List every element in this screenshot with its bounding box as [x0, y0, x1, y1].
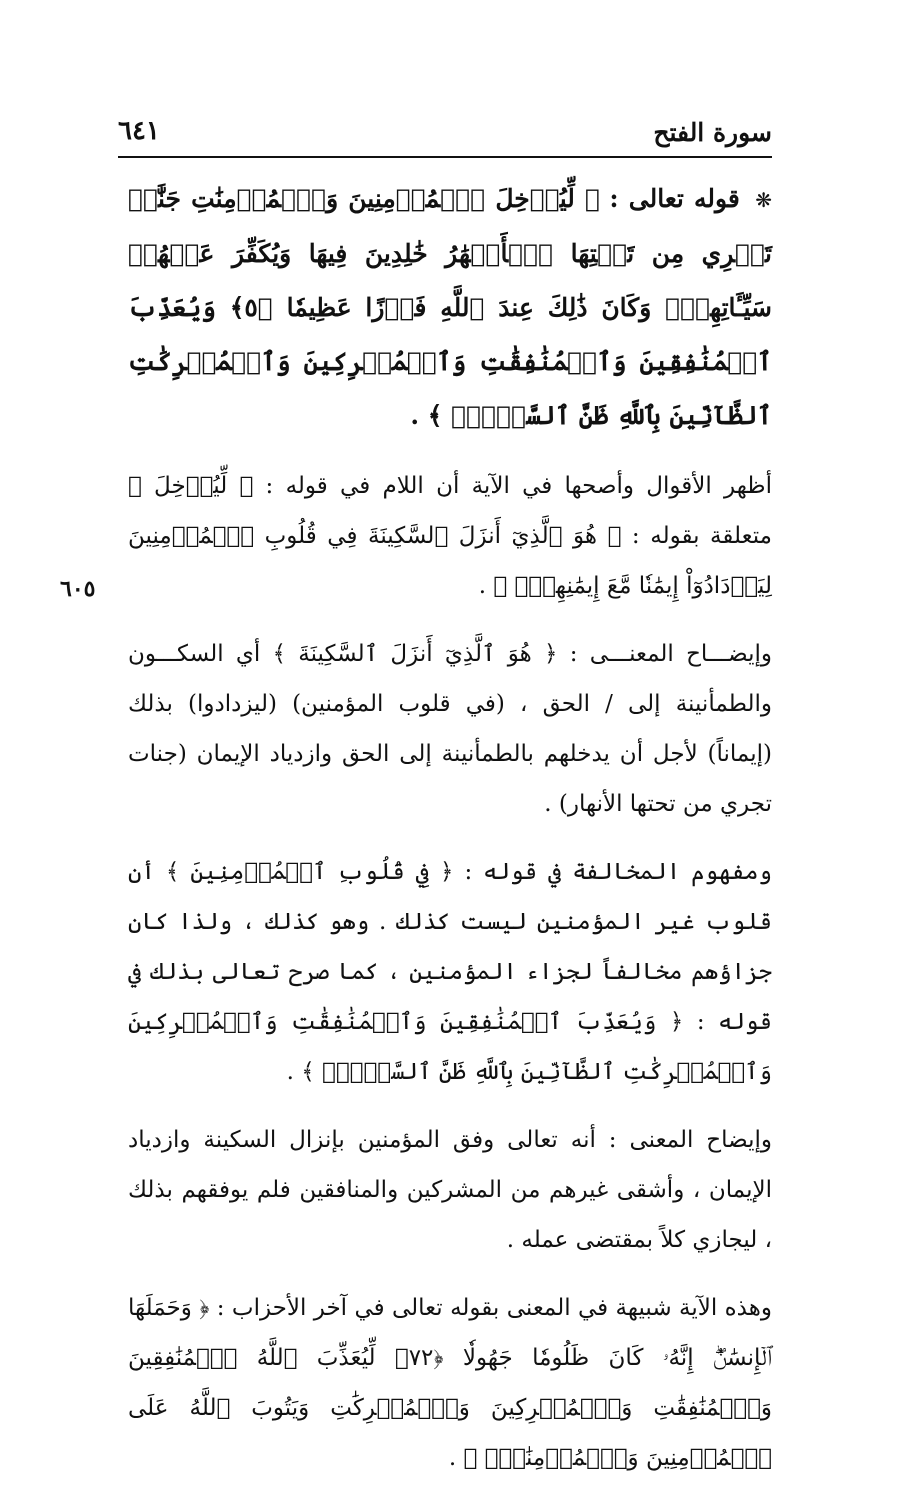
margin-reference-number: ٦٠٥ [60, 576, 96, 602]
paragraph-verse-intro [128, 172, 772, 443]
page-number: ٦٤١ [118, 116, 160, 146]
paragraph: وإيضـــاح المعنـــى : ﴿ هُوَ ٱلَّذِيٓ أَنزَلَ ٱلسَّكِينَةَ ﴾ أي السكـــون والطمأنينة إلى / الحق ، (في قلوب المؤمنين) (ليزدادوا) بذلك (إيماناً) لأجل أن يدخلهم بالطمأنينة إلى الحق وازدياد الإيمان (جنات تجري من تحتها الأنهار) . [128, 641, 772, 817]
quran-verse: ﴿ لِّيُدۡخِلَ ٱلۡمُؤۡمِنِينَ وَٱلۡمُؤۡمِنَٰتِ جَنَّٰتٖ تَجۡرِي مِن تَحۡتِهَا ٱلۡأَنۡهَٰرُ خَٰلِدِينَ فِيهَا وَيُكَفِّرَ عَنۡهُمۡ سَيِّـَٔاتِهِمۡۚ وَكَانَ ذَٰلِكَ عِندَ ٱللَّهِ فَوۡزًا عَظِيمٗا ﴿٥﴾ وَيُعَذِّبَ ٱلۡمُنَٰفِقِينَ وَٱلۡمُنَٰفِقَٰتِ وَٱلۡمُشۡرِكِينَ وَٱلۡمُشۡرِكَٰتِ ٱلظَّآنِّينَ بِٱللَّهِ ظَنَّ ٱلسَّوۡءِۚ ﴾ . [128, 184, 772, 430]
paragraph: أظهر الأقوال وأصحها في الآية أن اللام في قوله : ﴿ لِّيُدۡخِلَ ﴾ متعلقة بقوله : ﴿ هُوَ ٱلَّذِيٓ أَنزَلَ ٱلسَّكِينَةَ فِي قُلُوبِ ٱلۡمُؤۡمِنِينَ لِيَزۡدَادُوٓاْ إِيمَٰنٗا مَّعَ إِيمَٰنِهِمۡۗ ﴾ . [128, 473, 772, 599]
page-body [128, 172, 772, 1501]
paragraph: وهذه الآية شبيهة في المعنى بقوله تعالى في آخر الأحزاب : ﴿ وَحَمَلَهَا ٱلۡإِنسَٰنُۖ إِنَّهُۥ كَانَ ظَلُومٗا جَهُولٗا ﴿٧٢﴾ لِّيُعَذِّبَ ٱللَّهُ ٱلۡمُنَٰفِقِينَ وَٱلۡمُنَٰفِقَٰتِ وَٱلۡمُشۡرِكِينَ وَٱلۡمُشۡرِكَٰتِ وَيَتُوبَ ٱللَّهُ عَلَى ٱلۡمُؤۡمِنِينَ وَٱلۡمُؤۡمِنَٰتِۗ ﴾ . [128, 1295, 772, 1471]
paragraph-lead: قوله تعالى : [609, 184, 740, 213]
surah-title: سورة الفتح [653, 118, 772, 147]
paragraph: وإيضاح المعنى : أنه تعالى وفق المؤمنين بإنزال السكينة وازدياد الإيمان ، وأشقى غيرهم من المشركين والمنافقين فلم يوفقهم بذلك ، ليجازي كلاً بمقتضى عمله . [128, 1127, 772, 1253]
paragraph: ومفهوم المخالفة في قوله : ﴿ فِي قُلُوبِ ٱلۡمُؤۡمِنِينَ ﴾ أن قلوب غير المؤمنين ليست كذلك . وهو كذلك ، ولذا كان جزاؤهم مخالفاً لجزاء المؤمنين ، كما صرح تعالى بذلك في قوله : ﴿ وَيُعَذِّبَ ٱلۡمُنَٰفِقِينَ وَٱلۡمُنَٰفِقَٰتِ وَٱلۡمُشۡرِكِينَ وَٱلۡمُشۡرِكَٰتِ ٱلظَّآنِّينَ بِٱللَّهِ ظَنَّ ٱلسَّوۡءِۚ ﴾ . [128, 859, 772, 1085]
page-header [118, 112, 772, 158]
star-icon: ❋ [755, 188, 773, 212]
